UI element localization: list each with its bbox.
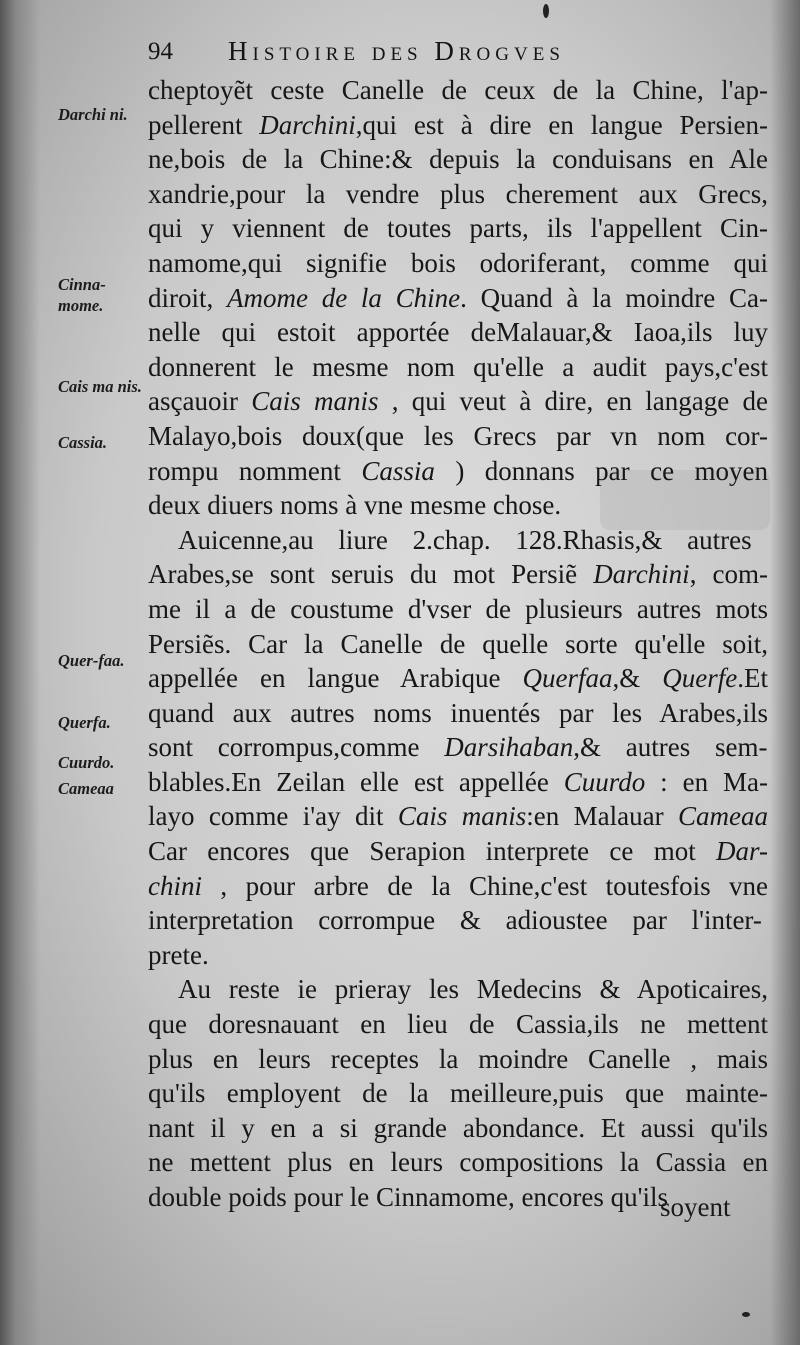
text-line: [148, 938, 768, 973]
text-segment: nelle qui estoit apportée deMalauar,& Iaoa,ils luy: [148, 317, 768, 348]
text-line: [148, 281, 768, 316]
italic-term: Querfe: [662, 663, 738, 694]
text-segment: deux diuers noms à vne mesme chose.: [148, 490, 562, 521]
text-line: [148, 211, 768, 246]
text-segment: plus en leurs receptes la moindre Canelle , mais: [148, 1043, 768, 1074]
text-segment: qu'ils employent de la meilleure,puis que mainte-: [148, 1078, 768, 1109]
text-segment: layo comme i'ay dit: [148, 801, 398, 832]
text-line: [148, 765, 768, 800]
text-segment: quand aux autres noms inuentés par les Arabes,ils: [148, 697, 768, 728]
text-segment: cheptoyẽt ceste Canelle de ceux de la Chine, l'ap-: [148, 75, 768, 105]
text-line: [148, 419, 768, 454]
text-segment: ,& autres sem-: [573, 732, 768, 763]
text-segment: pellerent: [148, 109, 260, 140]
text-segment: donnerent le mesme nom qu'elle a audit pays,c'est: [148, 351, 768, 382]
text-segment: , qui veut à dire, en langage de: [378, 386, 768, 417]
margin-note-cais-manis: Cais ma nis.: [58, 377, 142, 396]
margin-note-cinnamome: Cinna-mome.: [58, 275, 106, 315]
italic-term: Cuurdo: [563, 766, 646, 797]
text-segment: diroit,: [148, 282, 227, 313]
text-line: [148, 903, 768, 938]
margin-note-querfa: Querfa.: [58, 713, 111, 732]
margin-note-cassia: Cassia.: [58, 433, 108, 452]
text-segment: :en Malauar: [526, 801, 679, 832]
text-line: [148, 315, 768, 350]
text-segment: appellée en langue Arabique: [148, 663, 523, 694]
text-segment: . Quand à la moindre Ca-: [460, 282, 769, 313]
page-edge-shadow: [770, 0, 800, 1345]
text-line: [148, 246, 768, 281]
italic-term: Dar-: [716, 836, 768, 867]
text-segment: : en Ma-: [645, 766, 769, 797]
text-segment: Car encores que Serapion interprete ce mot: [148, 836, 717, 867]
text-line: [148, 177, 768, 212]
italic-term: Darsihaban: [444, 732, 574, 763]
text-segment: ne,bois de la Chine:& depuis la conduisans en Ale: [148, 144, 768, 175]
text-line: [148, 972, 768, 1007]
italic-term: chini: [148, 870, 202, 901]
text-segment: blables.En Zeilan elle est appellée: [148, 766, 564, 797]
text-segment: xandrie,pour la vendre plus cherement aux Grecs,: [148, 178, 768, 209]
margin-note-querfaa: Quer-faa.: [58, 651, 125, 670]
text-segment: Malayo,bois doux(que les Grecs par vn nom cor-: [148, 420, 768, 451]
text-segment: .Et: [737, 663, 768, 694]
text-segment: interpretation corrompue & adioustee par l'inter-: [148, 905, 762, 936]
text-line: [148, 384, 768, 419]
text-segment: me il a de coustume d'vser de plusieurs autres mots: [148, 593, 768, 624]
text-segment: Arabes,se sont seruis du mot Persiẽ: [148, 559, 594, 590]
text-line: [148, 73, 768, 108]
text-segment: rompu nomment: [148, 455, 362, 486]
text-segment: asçauoir: [148, 386, 252, 417]
text-segment: Persiẽs. Car la Canelle de quelle sorte qu'elle soit,: [148, 628, 768, 659]
running-title: Histoire des Drogves: [228, 36, 565, 66]
text-segment: ,&: [612, 663, 663, 694]
text-line: [148, 696, 768, 731]
text-line: [148, 1042, 768, 1077]
text-segment: nant il y en a si grande abondance. Et aussi qu'ils: [148, 1112, 768, 1143]
margin-note-darchini: Darchi ni.: [58, 105, 128, 124]
body-text: [148, 73, 768, 1215]
italic-term: Cameaa: [678, 801, 769, 832]
text-line: [148, 557, 768, 592]
margin-note-cuurdo: Cuurdo.: [58, 753, 115, 772]
text-line: [148, 108, 768, 143]
ink-speck: [742, 1312, 750, 1317]
text-segment: namome,qui signifie bois odoriferant, comme qui: [148, 247, 768, 278]
text-line: [148, 1111, 768, 1146]
text-line: [148, 834, 768, 869]
text-line: [148, 350, 768, 385]
italic-term: Cais manis: [251, 386, 379, 417]
italic-term: Querfaa: [522, 663, 613, 694]
text-line: [148, 523, 768, 558]
italic-term: Cais manis: [397, 801, 527, 832]
text-segment: , com-: [689, 559, 768, 590]
text-segment: double poids pour le Cinnamome, encores qu'ils: [148, 1182, 669, 1212]
text-line: [148, 142, 768, 177]
text-line: [148, 869, 768, 904]
text-segment: ne mettent plus en leurs compositions la Cassia en: [148, 1147, 768, 1178]
text-line: [148, 1007, 768, 1042]
text-segment: sont corrompus,comme: [148, 732, 445, 763]
page-gutter-shadow: [0, 0, 40, 1345]
text-segment: que doresnauant en lieu de Cassia,ils ne mettent: [148, 1009, 768, 1040]
text-line: [148, 454, 768, 489]
text-line: [148, 488, 768, 523]
text-segment: prete.: [148, 939, 209, 970]
text-line: [148, 1145, 768, 1180]
text-line: [148, 592, 768, 627]
page-number: 94: [148, 38, 173, 65]
text-line: [148, 1076, 768, 1111]
text-line: [148, 661, 768, 696]
text-segment: Au reste ie prieray les Medecins & Apoticaires,: [178, 974, 768, 1005]
italic-term: Darchini: [593, 559, 690, 590]
page-header: [148, 36, 768, 76]
text-segment: Auicenne,au liure 2.chap. 128.Rhasis,& autres: [178, 524, 752, 555]
text-segment: ,qui est à dire en langue Persien-: [355, 109, 768, 140]
margin-note-cameaa: Cameaa: [58, 779, 114, 798]
text-line: [148, 730, 768, 765]
text-segment: qui y viennent de toutes parts, ils l'appellent Cin-: [148, 213, 768, 244]
italic-term: Cassia: [361, 455, 435, 486]
ink-speck: [543, 4, 549, 18]
text-line: [148, 627, 768, 662]
text-line: [148, 799, 768, 834]
italic-term: Amome de la Chine: [226, 282, 461, 313]
text-segment: ) donnans par ce moyen: [434, 455, 768, 486]
text-segment: , pour arbre de la Chine,c'est toutesfois vne: [202, 870, 768, 901]
italic-term: Darchini: [259, 109, 356, 140]
catchword: soyent: [660, 1192, 731, 1222]
